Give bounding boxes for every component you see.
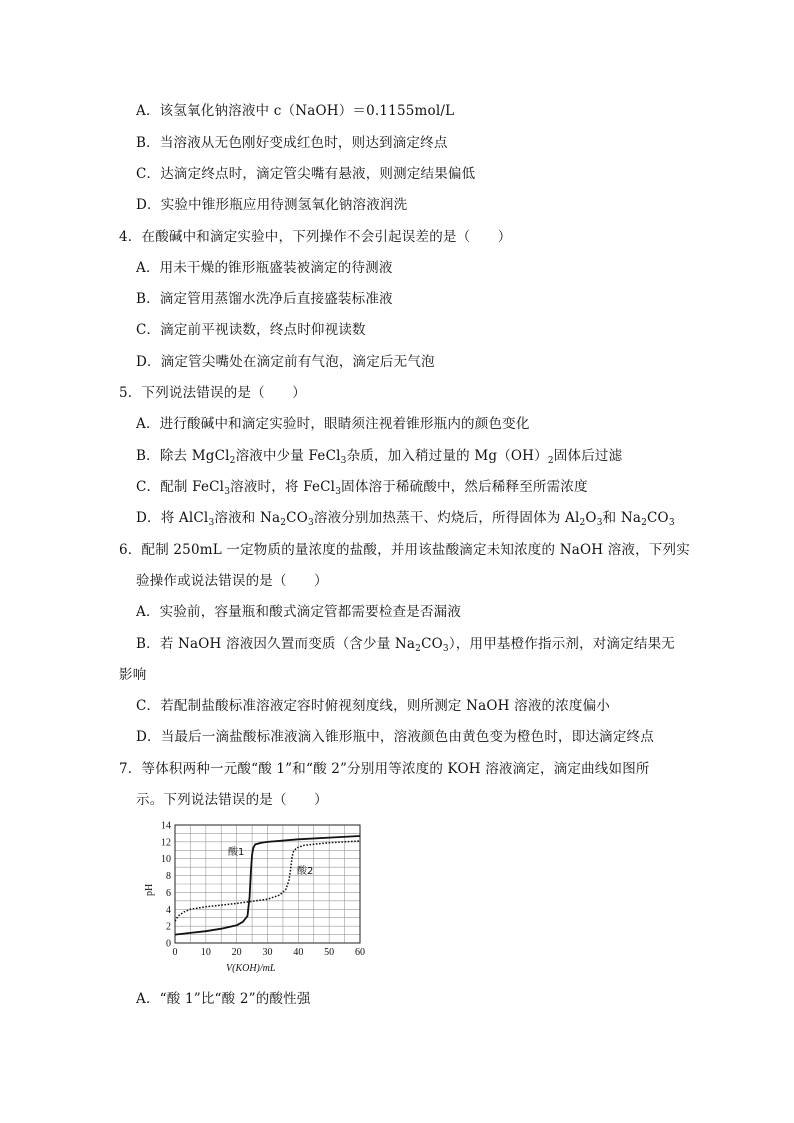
y-tick-label: 0 <box>166 938 171 950</box>
q3-option-a: A．该氢氧化钠溶液中 c（NaOH）＝0.1155mol/L <box>136 103 455 119</box>
q6-option-a: A．实验前，容量瓶和酸式滴定管都需要检查是否漏液 <box>136 604 462 620</box>
x-tick-label: 60 <box>355 947 365 958</box>
x-tick-label: 40 <box>293 947 304 958</box>
x-tick-label: 50 <box>324 947 335 958</box>
q6-stem-line1: 6．配制 250mL 一定物质的量浓度的盐酸，并用该盐酸滴定未知浓度的 NaOH 溶液，下列实 <box>119 542 690 558</box>
q5-option-a: A．进行酸碱中和滴定实验时，眼睛须注视着锥形瓶内的颜色变化 <box>136 416 530 432</box>
q3-option-c: C．达滴定终点时，滴定管尖嘴有悬液，则测定结果偏低 <box>136 166 476 182</box>
q4-stem: 4．在酸碱中和滴定实验中，下列操作不会引起误差的是（ ） <box>119 229 512 245</box>
x-tick-label: 30 <box>262 947 273 958</box>
q5-stem: 5．下列说法错误的是（ ） <box>119 385 306 401</box>
q7-stem-line1: 7．等体积两种一元酸“酸 1”和“酸 2”分别用等浓度的 KOH 溶液滴定，滴定曲线如图所 <box>119 761 650 777</box>
q6-option-d: D．当最后一滴盐酸标准液滴入锥形瓶中，溶液颜色由黄色变为橙色时，即达滴定终点 <box>136 729 654 745</box>
q5-option-d: D．将 AlCl$_3$溶液和 $Na_2CO_3$溶液分别加热蒸干、灼烧后，所得固体为 $Al_2O_3$和 $Na_2CO_3$ <box>136 510 675 528</box>
q6-option-c: C．若配制盐酸标准溶液定容时俯视刻度线，则所测定 NaOH 溶液的浓度偏小 <box>136 698 611 714</box>
q6-option-b-line1: B．若 NaOH 溶液因久置而变质（含少量 $Na_2CO_3$），用甲基橙作指示剂，对滴定结果无 <box>136 636 676 654</box>
q3-option-b: B．当溶液从无色刚好变成红色时，则达到滴定终点 <box>136 135 448 151</box>
y-axis-label: pH <box>144 883 155 896</box>
y-tick-label: 14 <box>161 820 171 832</box>
x-tick-label: 10 <box>200 947 211 958</box>
y-tick-label: 12 <box>161 837 171 849</box>
curve-label-acid2: 酸2 <box>297 866 314 877</box>
q6-option-b-line2: 影响 <box>119 667 147 683</box>
y-tick-label: 6 <box>166 887 171 899</box>
x-axis-label: V(KOH)/mL <box>226 963 276 974</box>
q4-option-d: D．滴定管尖嘴处在滴定前有气泡，滴定后无气泡 <box>136 354 435 370</box>
q7-option-a: A．“酸 1”比“酸 2”的酸性强 <box>136 991 311 1007</box>
y-tick-label: 8 <box>166 871 171 883</box>
y-tick-label: 4 <box>166 904 171 916</box>
x-tick-label: 0 <box>172 947 178 958</box>
q4-option-a: A．用未干燥的锥形瓶盛装被滴定的待测液 <box>136 260 393 276</box>
q3-option-d: D．实验中锥形瓶应用待测氢氧化钠溶液润洗 <box>136 197 408 213</box>
x-tick-label: 20 <box>231 947 242 958</box>
q6-stem-line2: 验操作或说法错误的是（ ） <box>136 573 328 589</box>
q5-option-c: C．配制 FeCl$_3$溶液时，将 FeCl$_3$固体溶于稀硫酸中，然后稀释至所需浓度 <box>136 479 588 497</box>
q7-stem-line2: 示。下列说法错误的是（ ） <box>136 792 328 808</box>
y-tick-label: 2 <box>166 921 171 933</box>
curve-label-acid1: 酸1 <box>228 847 245 858</box>
q4-option-b: B．滴定管用蒸馏水洗净后直接盛装标准液 <box>136 291 393 307</box>
q5-option-b: B．除去 MgCl$_2$溶液中少量 FeCl$_3$杂质，加入稍过量的 $Mg(OH)_2$固体后过滤 <box>136 448 623 466</box>
q4-option-c: C．滴定前平视读数，终点时仰视读数 <box>136 322 366 338</box>
chart-ticks <box>161 821 365 959</box>
titration-curve-chart <box>142 818 382 980</box>
y-tick-label: 10 <box>161 854 171 866</box>
